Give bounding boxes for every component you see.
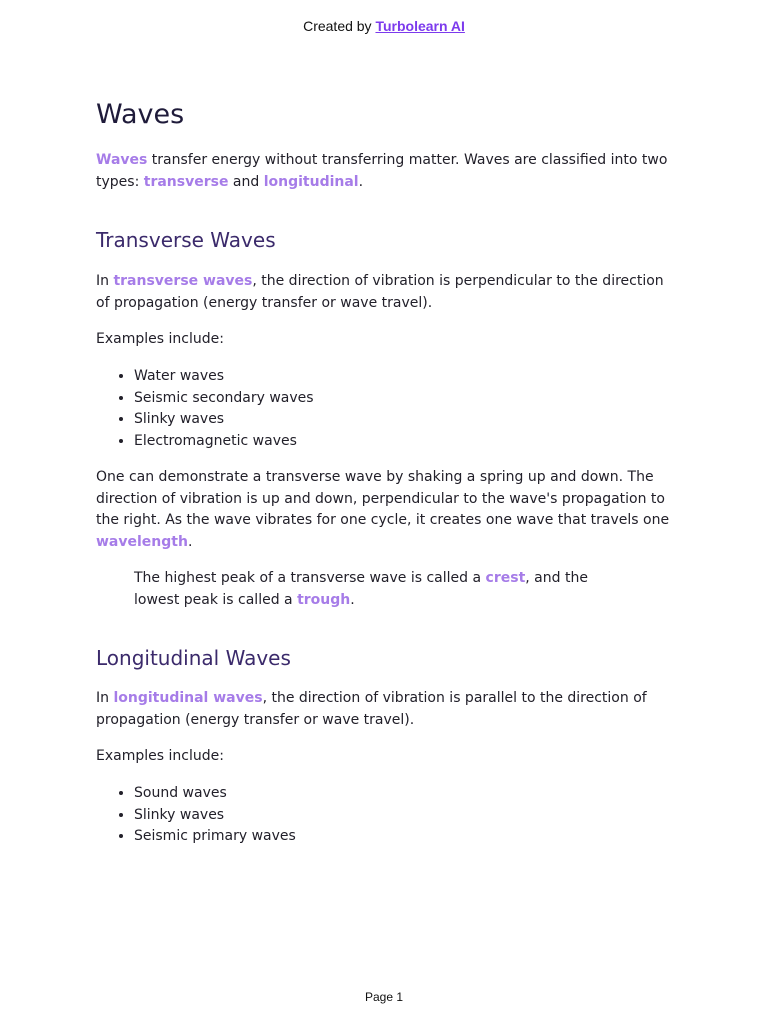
page-number: Page 1 <box>364 990 404 1004</box>
transverse-def-rest: , the direction of vibration is perpendicular to the direction of propagation (energy transfer or wave travel). <box>96 273 664 311</box>
intro-text-1: transfer energy without transferring matter. Waves are classified into two types: <box>96 152 668 190</box>
term-trough: trough <box>297 591 351 608</box>
transverse-definition <box>96 271 676 314</box>
longitudinal-examples-list <box>96 783 674 848</box>
list-item: • Seismic secondary waves <box>134 388 674 410</box>
term-waves: Waves <box>96 152 148 168</box>
created-by-banner <box>0 18 768 34</box>
transverse-demo-end: . <box>187 533 193 550</box>
list-item: • Slinky waves <box>134 805 674 827</box>
quote-prefix: The highest peak of a transverse wave is called a <box>134 570 486 586</box>
term-transverse: transverse <box>143 173 229 190</box>
quote-end: . <box>350 591 355 608</box>
turbolearn-link[interactable]: Turbolearn AI <box>375 18 465 34</box>
intro-text-2: and <box>228 173 264 190</box>
term-longitudinal-waves: longitudinal waves <box>113 690 263 706</box>
list-item: • Slinky waves <box>134 409 674 431</box>
quote-mid: , and the lowest peak is called a <box>134 570 588 608</box>
intro-paragraph <box>96 150 676 193</box>
longitudinal-heading: Longitudinal Waves <box>96 646 291 670</box>
transverse-examples-list <box>96 366 674 452</box>
term-crest: crest <box>485 570 526 586</box>
term-wavelength: wavelength <box>96 533 188 550</box>
transverse-heading: Transverse Waves <box>96 228 276 252</box>
transverse-demo-text: One can demonstrate a transverse wave by shaking a spring up and down. The direction of vibration is up and down, perpendicular to the wave's propagation to the right. As the wave vibrates for one cycle, it creates one wave that travels one <box>96 469 670 528</box>
intro-text-3: . <box>358 173 364 190</box>
list-item: • Electromagnetic waves <box>134 431 674 453</box>
crest-trough-quote <box>134 568 634 611</box>
longitudinal-definition <box>96 688 676 731</box>
longitudinal-examples-label: Examples include: <box>96 748 224 764</box>
transverse-examples-label: Examples include: <box>96 331 224 347</box>
created-by-label: Created by <box>303 18 376 34</box>
transverse-def-prefix: In <box>96 273 114 289</box>
list-item: • Water waves <box>134 366 674 388</box>
transverse-demo-paragraph <box>96 467 676 553</box>
list-item: • Seismic primary waves <box>134 826 674 848</box>
longitudinal-def-prefix: In <box>96 690 114 706</box>
term-transverse-waves: transverse waves <box>113 273 253 289</box>
term-longitudinal: longitudinal <box>263 173 359 190</box>
longitudinal-def-rest: , the direction of vibration is parallel to the direction of propagation (energy transfer or wave travel). <box>96 690 647 728</box>
page-title: Waves <box>96 99 185 130</box>
list-item: • Sound waves <box>134 783 674 805</box>
